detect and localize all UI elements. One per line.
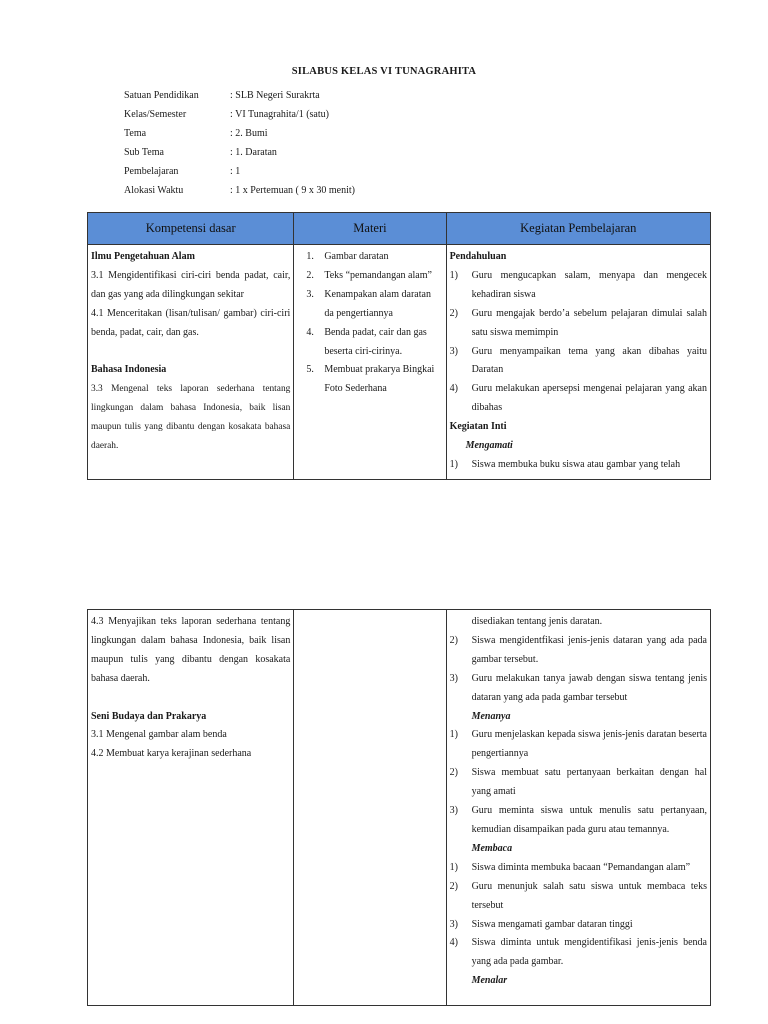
list-item: 3) Guru menyampaikan tema yang akan dibahas yaitu Daratan	[449, 345, 707, 376]
kd-item: 4.1 Menceritakan (lisan/tulisan/ gambar) ciri-ciri benda, padat, cair, dan gas.	[91, 307, 291, 338]
info-row-alokasi	[124, 184, 355, 203]
kegiatan-section-title: Kegiatan Inti	[449, 421, 507, 433]
info-label: Pembelajaran	[124, 166, 179, 177]
info-value: : 2. Bumi	[230, 128, 268, 139]
list-item: 5. Membuat prakarya Bingkai Foto Sederhana	[306, 364, 435, 395]
header-materi: Materi	[294, 213, 446, 245]
info-value: : 1. Daratan	[230, 147, 277, 158]
kegiatan-list	[450, 859, 707, 972]
kegiatan-continued-text: disediakan tentang jenis daratan.	[471, 616, 603, 627]
list-item: 3) Guru melakukan tanya jawab dengan siswa tentang jenis dataran yang ada pada gambar tersebut	[449, 672, 707, 703]
kd-item: 3.3 Mengenal teks laporan sederhana tentang lingkungan dalam bahasa Indonesia, baik lisan maupun tulis yang dibantu dengan kosakata bahasa daerah.	[91, 384, 291, 452]
cell-kegiatan	[446, 245, 710, 480]
kegiatan-subsection-title: Menanya	[471, 710, 511, 722]
list-item: 1) Siswa membuka buku siswa atau gambar yang telah	[449, 458, 681, 470]
list-item: 2. Teks “pemandangan alam”	[306, 269, 432, 281]
list-item: 2) Siswa membuat satu pertanyaan berkaitan dengan hal yang amati	[449, 767, 707, 798]
info-row-satuan	[124, 89, 355, 108]
cell-kegiatan	[446, 610, 710, 1006]
list-item: 4. Benda padat, cair dan gas beserta ciri-cirinya.	[306, 326, 427, 357]
syllabus-table-part-2	[87, 609, 711, 1006]
list-item: 4) Siswa diminta untuk mengidentifikasi jenis-jenis benda yang ada pada gambar.	[449, 937, 707, 968]
cell-materi	[294, 610, 446, 1006]
info-row-pembelajaran	[124, 165, 355, 184]
list-item: 2) Guru mengajak berdo’a sebelum pelajaran dimulai salah satu siswa memimpin	[449, 307, 707, 338]
list-item: 2) Guru menunjuk salah satu siswa untuk membaca teks tersebut	[449, 880, 707, 911]
list-item: 1) Guru mengucapkan salam, menyapa dan mengecek kehadiran siswa	[449, 269, 707, 300]
list-item: 1) Guru menjelaskan kepada siswa jenis-jenis daratan beserta pengertiannya	[449, 729, 707, 760]
list-item: 2) Siswa mengidentfikasi jenis-jenis dataran yang ada pada gambar tersebut.	[449, 634, 707, 665]
info-label: Satuan Pendidikan	[124, 90, 199, 101]
kd-subject-title: Seni Budaya dan Prakarya	[91, 710, 207, 722]
kd-item: 4.2 Membuat karya kerajinan sederhana	[91, 748, 252, 760]
kegiatan-subsection-title: Membaca	[471, 842, 513, 854]
cell-materi	[294, 245, 446, 480]
cell-kompetensi-dasar	[88, 610, 294, 1006]
kegiatan-list	[450, 726, 707, 839]
info-row-tema	[124, 127, 355, 146]
info-label: Sub Tema	[124, 147, 164, 158]
kd-subject-title: Bahasa Indonesia	[91, 364, 167, 376]
info-value: : VI Tunagrahita/1 (satu)	[230, 109, 329, 120]
kd-subject-title: Ilmu Pengetahuan Alam	[91, 251, 195, 262]
kegiatan-list	[450, 267, 707, 418]
table-row	[88, 245, 711, 480]
syllabus-table-part-1	[87, 212, 711, 480]
info-row-kelas	[124, 108, 355, 127]
list-item: 3. Kenampakan alam daratan da pengertiannya	[306, 288, 431, 319]
table-header-row	[88, 213, 711, 245]
document-title: SILABUS KELAS VI TUNAGRAHITA	[291, 66, 477, 77]
info-value: : 1 x Pertemuan ( 9 x 30 menit)	[230, 185, 355, 196]
list-item: 1. Gambar daratan	[306, 251, 389, 262]
list-item: 1) Siswa diminta membuka bacaan “Pemandangan alam”	[449, 861, 691, 873]
materi-list	[306, 248, 442, 399]
cell-kompetensi-dasar	[88, 245, 294, 480]
info-value: : 1	[230, 166, 241, 177]
kegiatan-list	[450, 456, 707, 475]
list-item: 3) Guru meminta siswa untuk menulis satu pertanyaan, kemudian disampaikan pada guru atau temannya.	[449, 805, 707, 835]
table-row	[88, 610, 711, 1006]
info-value: : SLB Negeri Surakrta	[230, 90, 320, 101]
kegiatan-subsection-title: Menalar	[471, 975, 508, 987]
kd-item: 4.3 Menyajikan teks laporan sederhana tentang lingkungan dalam bahasa Indonesia, baik lisan maupun tulis yang dibantu dengan kosakata bahasa daerah.	[91, 616, 291, 684]
info-label: Kelas/Semester	[124, 109, 187, 120]
info-label: Alokasi Waktu	[124, 185, 184, 196]
header-kegiatan: Kegiatan Pembelajaran	[446, 213, 710, 245]
header-kompetensi-dasar: Kompetensi dasar	[88, 213, 294, 245]
kegiatan-list	[450, 632, 707, 708]
kd-item: 3.1 Mengenal gambar alam benda	[91, 729, 227, 741]
kegiatan-subsection-title: Mengamati	[465, 440, 513, 452]
info-row-subtema	[124, 146, 355, 165]
kegiatan-section-title: Pendahuluan	[449, 251, 507, 262]
list-item: 3) Siswa mengamati gambar dataran tinggi	[449, 918, 633, 930]
info-label: Tema	[124, 128, 147, 139]
kd-item: 3.1 Mengidentifikasi ciri-ciri benda padat, cair, dan gas yang ada dilingkungan sekitar	[91, 269, 291, 300]
info-block	[124, 89, 355, 203]
list-item: 4) Guru melakukan apersepsi mengenai pelajaran yang akan dibahas	[449, 383, 707, 414]
